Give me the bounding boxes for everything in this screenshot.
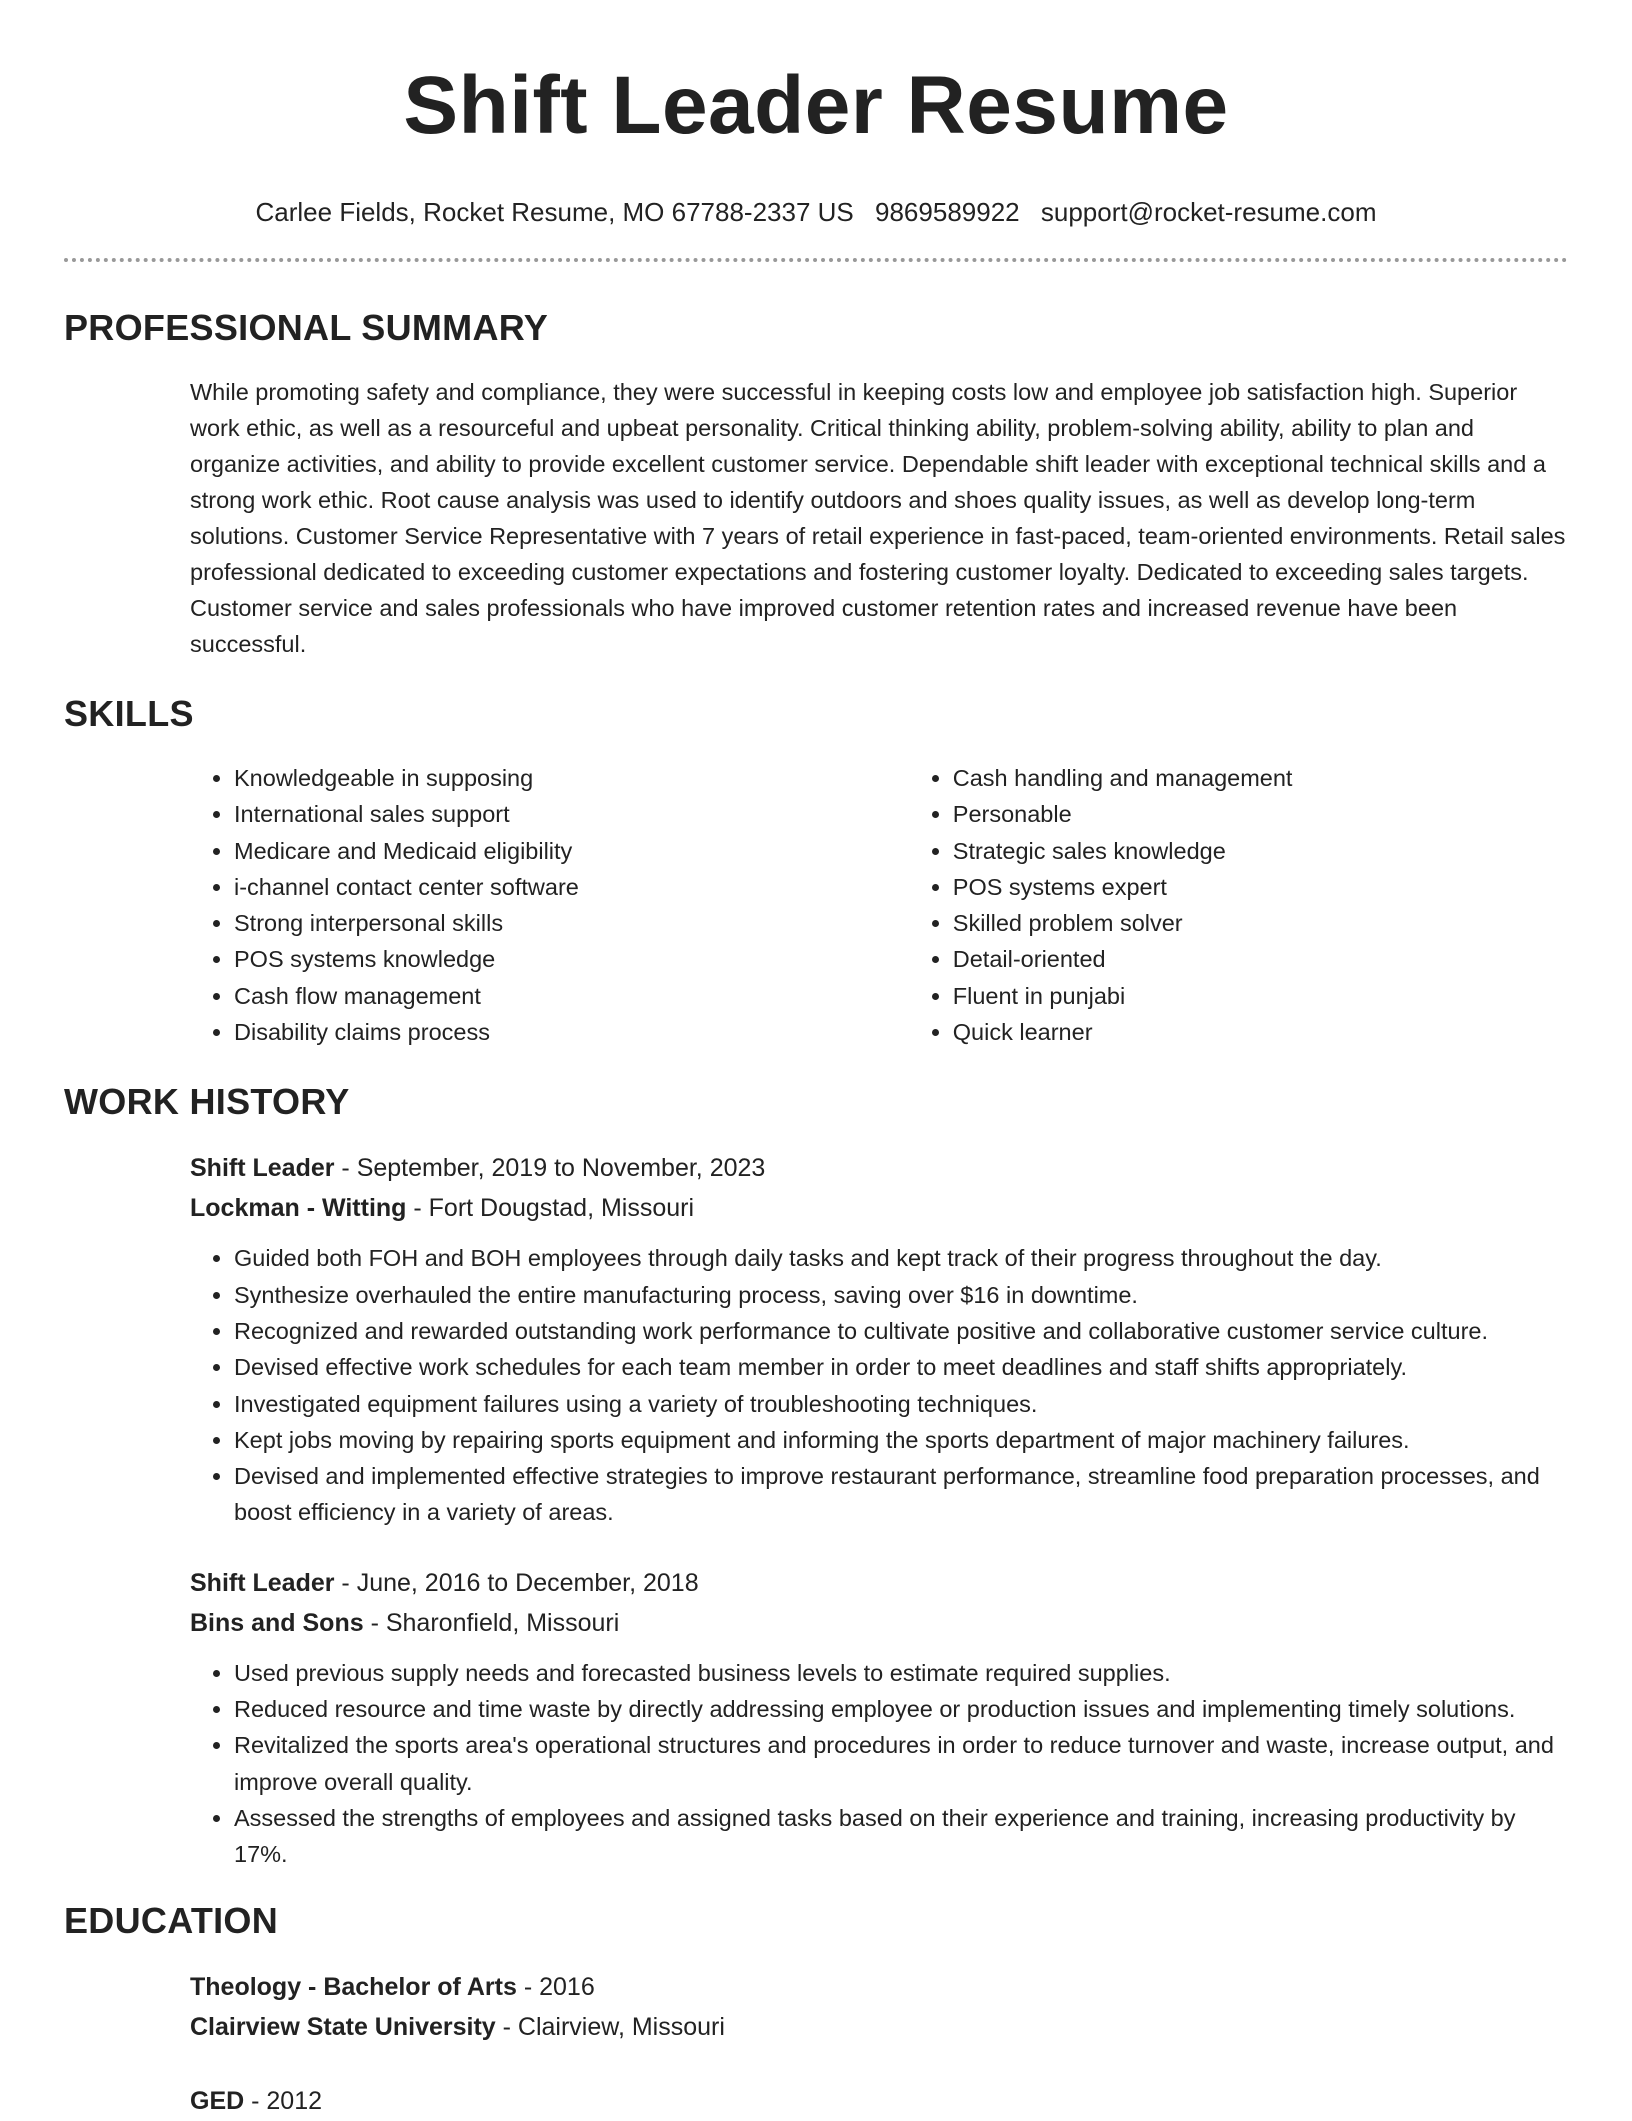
job-bullet: • Investigated equipment failures using a variety of troubleshooting techniques. <box>234 1386 1568 1422</box>
job-bullet: • Reduced resource and time waste by directly addressing employee or production issues and implementing timely solutions. <box>234 1691 1568 1727</box>
job-title-line <box>190 1563 1568 1603</box>
skill-item: • Detail-oriented <box>953 941 1568 977</box>
skills-columns <box>190 760 1568 1050</box>
job-bullets <box>190 1655 1568 1873</box>
header-divider <box>64 258 1568 262</box>
degree-year: - 2016 <box>516 1972 595 2001</box>
job-company: Lockman - Witting <box>190 1194 407 1223</box>
job-bullet: • Used previous supply needs and forecasted business levels to estimate required supplies. <box>234 1655 1568 1691</box>
job-bullet: • Devised effective work schedules for each team member in order to meet deadlines and staff shifts appropriately. <box>234 1349 1568 1385</box>
education-heading: EDUCATION <box>64 1899 279 1941</box>
job-entry <box>190 1563 1568 1873</box>
degree-line <box>190 1967 1568 2007</box>
job-bullet: • Guided both FOH and BOH employees through daily tasks and kept track of their progress throughout the day. <box>234 1240 1568 1276</box>
skill-item: • Strong interpersonal skills <box>234 905 909 941</box>
job-list <box>190 1148 1568 1872</box>
summary-text: While promoting safety and compliance, they were successful in keeping costs low and employee job satisfaction high. Superior work ethic, as well as a resourceful and upbeat personality. Critical thinking ability, problem-solving ability, ability to plan and organize activities, and ability to provide excellent customer service. Dependable shift leader with exceptional technical skills and a strong work ethic. Root cause analysis was used to identify outdoors and shoes quality issues, as well as develop long-term solutions. Customer Service Representative with 7 years of retail experience in fast-paced, team-oriented environments. Retail sales professional dedicated to exceeding customer expectations and fostering customer loyalty. Dedicated to exceeding sales targets. Customer service and sales professionals who have improved customer retention rates and increased revenue have been successful. <box>190 379 1566 657</box>
job-dates: - June, 2016 to December, 2018 <box>334 1568 699 1597</box>
job-title: Shift Leader <box>190 1568 335 1597</box>
skills-heading: SKILLS <box>64 693 194 734</box>
skill-item: • Disability claims process <box>234 1014 909 1050</box>
education-entry <box>190 2081 1568 2121</box>
job-bullet: • Recognized and rewarded outstanding work performance to cultivate positive and collaborative customer service culture. <box>234 1313 1568 1349</box>
contact-email[interactable]: support@rocket-resume.com <box>1040 197 1377 227</box>
job-bullet: • Revitalized the sports area's operational structures and procedures in order to reduce turnover and waste, increase output, and improve overall quality. <box>234 1727 1568 1800</box>
skill-item: • Skilled problem solver <box>953 905 1568 941</box>
skill-item: • Cash flow management <box>234 978 909 1014</box>
job-bullets <box>190 1240 1568 1530</box>
skills-section <box>64 692 1568 1050</box>
job-bullet: • Devised and implemented effective strategies to improve restaurant performance, streamline food preparation processes, and boost efficiency in a variety of areas. <box>234 1458 1568 1531</box>
job-company-line <box>190 1188 1568 1228</box>
contact-phone[interactable]: 9869589922 <box>875 197 1020 227</box>
resume-title: Shift Leader Resume <box>403 60 1229 151</box>
skills-list-left <box>190 760 909 1050</box>
school: Clairview State University <box>190 2012 496 2041</box>
skill-item: • POS systems knowledge <box>234 941 909 977</box>
contact-line <box>64 196 1568 228</box>
skill-item: • International sales support <box>234 796 909 832</box>
skill-item: • i-channel contact center software <box>234 869 909 905</box>
skill-item: • POS systems expert <box>953 869 1568 905</box>
education-entry <box>190 1967 1568 2047</box>
work-history-section <box>64 1080 1568 1872</box>
job-bullet: • Synthesize overhauled the entire manufacturing process, saving over $16 in downtime. <box>234 1277 1568 1313</box>
contact-address: Carlee Fields, Rocket Resume, MO 67788-2337 US <box>255 197 854 227</box>
summary-heading: PROFESSIONAL SUMMARY <box>64 307 549 348</box>
degree: GED <box>190 2086 245 2115</box>
skill-item: • Knowledgeable in supposing <box>234 760 909 796</box>
skills-list-right <box>909 760 1568 1050</box>
skill-item: • Medicare and Medicaid eligibility <box>234 833 909 869</box>
work-history-heading: WORK HISTORY <box>64 1081 350 1123</box>
job-location: - Sharonfield, Missouri <box>363 1608 620 1637</box>
school-line <box>190 2007 1568 2047</box>
school-location: - Clairview, Missouri <box>495 2012 725 2041</box>
job-bullet: • Kept jobs moving by repairing sports equipment and informing the sports department of major machinery failures. <box>234 1422 1568 1458</box>
degree-year: - 2012 <box>244 2086 323 2115</box>
job-dates: - September, 2019 to November, 2023 <box>334 1154 766 1183</box>
job-entry <box>190 1148 1568 1530</box>
degree-line <box>190 2081 1568 2121</box>
job-bullet: • Assessed the strengths of employees and assigned tasks based on their experience and training, increasing productivity by 17%. <box>234 1800 1568 1873</box>
education-list <box>190 1967 1568 2121</box>
education-section <box>64 1899 1568 2121</box>
job-company-line <box>190 1603 1568 1643</box>
job-title: Shift Leader <box>190 1154 335 1183</box>
job-company: Bins and Sons <box>190 1608 364 1637</box>
skill-item: • Quick learner <box>953 1014 1568 1050</box>
skill-item: • Personable <box>953 796 1568 832</box>
skill-item: • Cash handling and management <box>953 760 1568 796</box>
job-title-line <box>190 1148 1568 1188</box>
summary-section <box>64 306 1568 662</box>
job-location: - Fort Dougstad, Missouri <box>406 1194 695 1223</box>
degree: Theology - Bachelor of Arts <box>190 1972 517 2001</box>
skill-item: • Fluent in punjabi <box>953 978 1568 1014</box>
skill-item: • Strategic sales knowledge <box>953 833 1568 869</box>
